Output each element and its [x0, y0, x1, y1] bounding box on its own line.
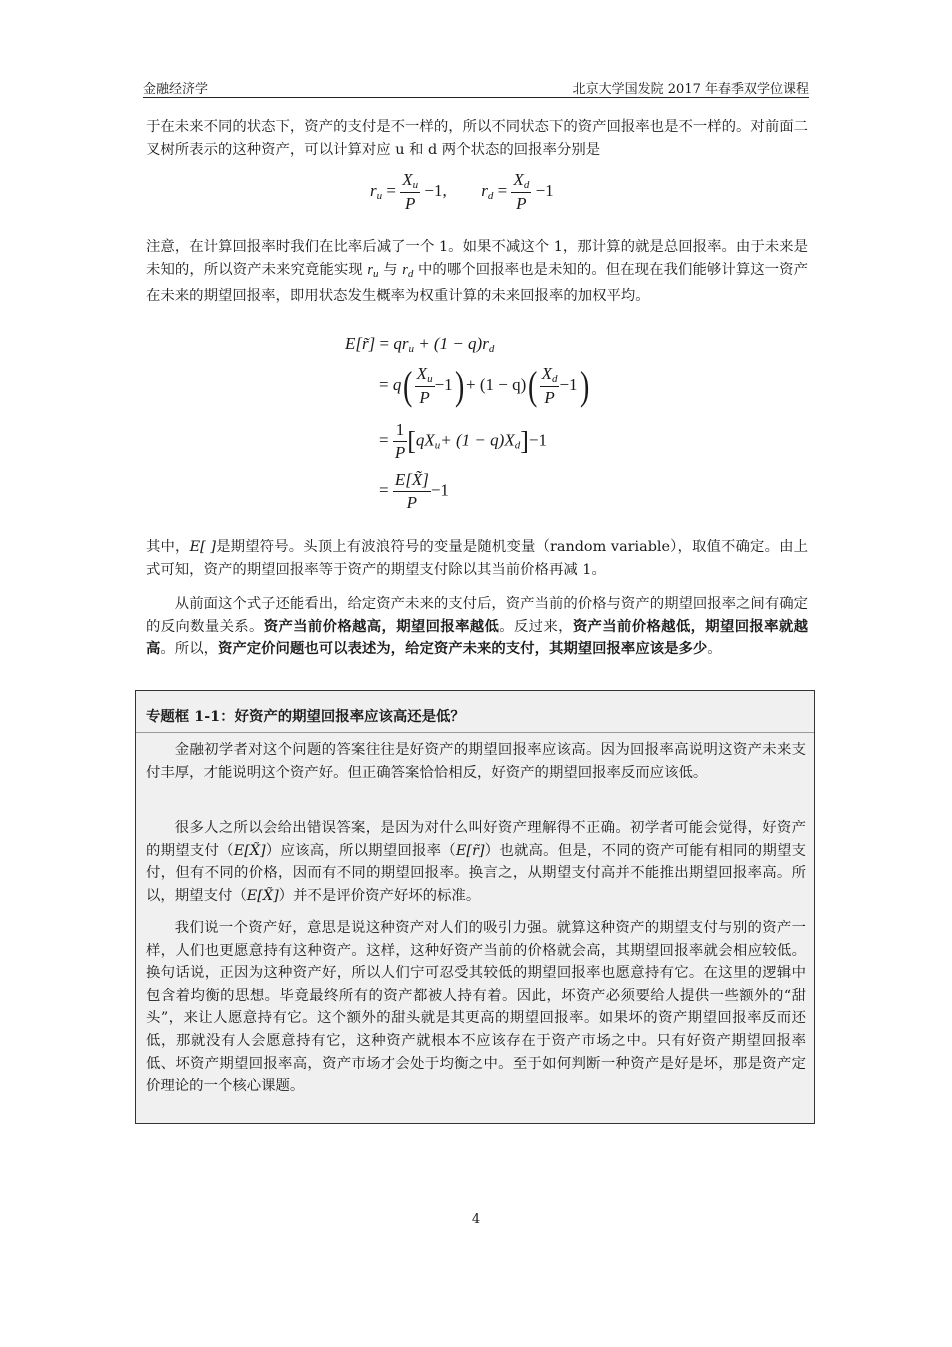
equation-line-4: = $\frac{E[X̃]}{P}$ −1: [379, 470, 449, 512]
formula-returns: $r_u$ = $\frac{X_u}{P}$ −1, $r_d$ = $\frac{X_d}{P}$ −1: [370, 170, 554, 213]
header-institution: 北京大学国发院 2017 年春季双学位课程: [572, 82, 809, 97]
paragraph-4: 从前面这个式子还能看出，给定资产未来的支付后，资产当前的价格与资产的期望回报率之间有确定的反向数量关系。资产当前价格越高，期望回报率越低。反过来，资产当前价格越低，期望回报率就越高。所以，资产定价问题也可以表述为，给定资产未来的支付，其期望回报率应该是多少。: [146, 596, 808, 658]
fraction-xd-over-p: $\frac{X_d}{P}$: [513, 170, 530, 213]
feature-box-paragraph-1: 金融初学者对这个问题的答案往往是好资产的期望回报率应该高。因为回报率高说明这资产未来支付丰厚，才能说明这个资产好。但正确答案恰恰相反，好资产的期望回报率反而应该低。: [146, 742, 806, 781]
formula-expected-return: [345, 330, 645, 530]
feature-box-title: 专题框 1-1：好资产的期望回报率应该高还是低？: [146, 708, 465, 725]
paragraph-1: 于在未来不同的状态下，资产的支付是不一样的，所以不同状态下的资产回报率也是不一样的。对前面二叉树所表示的这种资产，可以计算对应 u 和 d 两个状态的回报率分别是: [146, 119, 808, 158]
equation-line-2: = q( $\frac{X_u}{P}$ −1) + (1 − q)( $\frac{X_d}{P}$ −1): [379, 363, 589, 408]
paragraph-2: 注意，在计算回报率时我们在比率后减了一个 1。如果不减这个 1，那计算的就是总回报率。由于未来是未知的，所以资产未来究竟能实现 $r_u$ 与 $r_d$ 中的哪个回报率也是未知的。但在现在我们能够计算这一资产在未来的期望回报率，即用状态发生概率为权重计算的未来回报率的加权平均。: [146, 239, 809, 305]
feature-box-rule: [136, 732, 814, 733]
paragraph-3: 其中，E[ ]是期望符号。头顶上有波浪符号的变量是随机变量（random variable），取值不确定。由上式可知，资产的期望回报率等于资产的期望支付除以其当前价格再减 1。: [146, 539, 808, 578]
feature-box-paragraph-3: 我们说一个资产好，意思是说这种资产对人们的吸引力强。就算这种资产的期望支付与别的资产一样，人们也更愿意持有这种资产。这样，这种好资产当前的价格就会高，其期望回报率就会相应较低。换句话说，正因为这种资产好，所以人们宁可忍受其较低的期望回报率也愿意持有它。在这里的逻辑中包含着均衡的思想。毕竟最终所有的资产都被人持有着。因此，坏资产必须要给人提供一些额外的“甜头”，来让人愿意持有它。这个额外的甜头就是其更高的期望回报率。如果坏的资产期望回报率反而还低，那就没有人会愿意持有它，这种资产就根本不应该存在于资产市场之中。只有好资产期望回报率低、坏资产期望回报率高，资产市场才会处于均衡之中。至于如何判断一种资产是好是坏，那是资产定价理论的一个核心课题。: [146, 920, 806, 1095]
fraction-xu-over-p: $\frac{X_u}{P}$: [402, 170, 419, 213]
header-course: 金融经济学: [143, 82, 209, 97]
header-rule: [143, 97, 809, 98]
feature-box: [135, 690, 815, 1124]
equation-line-3: = $\frac{1}{P}$ $[qX_u+ (1 - q)X_d]-1$: [379, 420, 547, 462]
feature-box-paragraph-2: 很多人之所以会给出错误答案，是因为对什么叫好资产理解得不正确。初学者可能会觉得，好资产的期望支付（E[X̃]）应该高，所以期望回报率（E[r̃]）也就高。但是，不同的资产可能有相同的期望支付，但有不同的价格，因而有不同的期望回报率。换言之，从期望支付高并不能推出期望回报率高。所以，期望支付（E[X̃]）并不是评价资产好坏的标准。: [146, 820, 806, 904]
page-number: 4: [471, 1212, 481, 1227]
equation-line-1: E[r̃] = $qr_u + (1 - q)r_d$: [345, 334, 495, 355]
